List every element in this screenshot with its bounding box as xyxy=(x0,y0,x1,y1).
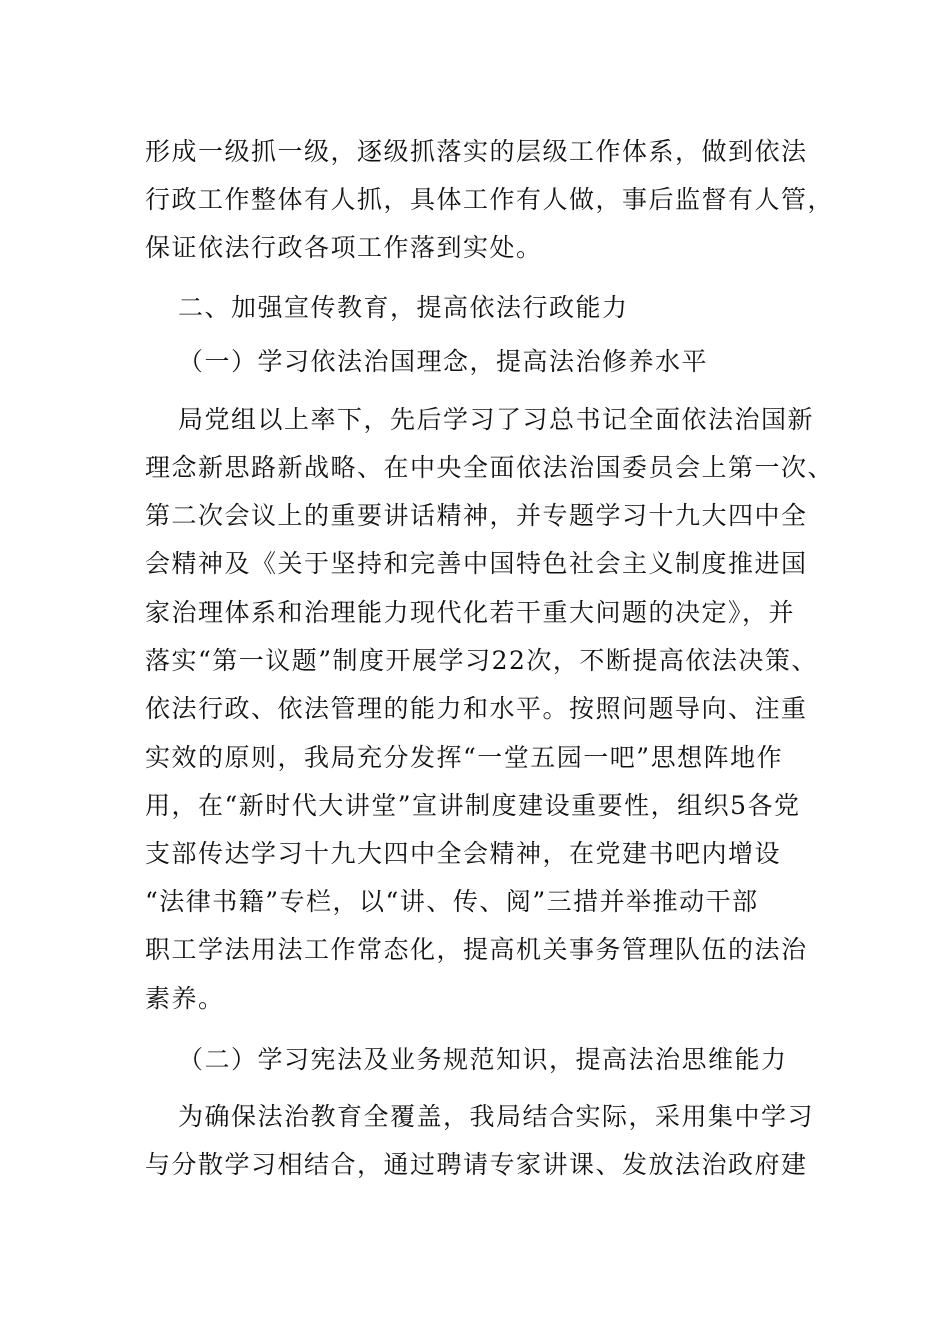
body-text-line: 局党组以上率下，先后学习了习总书记全面依法治国新 xyxy=(178,405,815,434)
section-heading: 二、加强宣传教育，提高依法行政能力 xyxy=(178,293,629,322)
body-text-line: 实效的原则，我局充分发挥“一堂五园一吧”思想阵地作 xyxy=(145,743,784,772)
body-text-line: 落实“第一议题”制度开展学习22次，不断提高依法决策、 xyxy=(145,646,818,675)
body-text-line: 与分散学习相结合，通过聘请专家讲课、发放法治政府建 xyxy=(145,1150,808,1179)
body-text-line: 行政工作整体有人抓，具体工作有人做，事后监督有人管， xyxy=(145,185,835,214)
subsection-heading: （一）学习依法治国理念，提高法治修养水平 xyxy=(178,347,709,376)
body-text-line: 理念新思路新战略、在中央全面依法治国委员会上第一次、 xyxy=(145,453,835,482)
body-text-line: 依法行政、依法管理的能力和水平。按照问题导向、注重 xyxy=(145,694,808,723)
body-text-line: 用，在“新时代大讲堂”宣讲制度建设重要性，组织5各党 xyxy=(145,791,801,820)
subsection-heading: （二）学习宪法及业务规范知识，提高法治思维能力 xyxy=(178,1045,788,1074)
body-text-line: “法律书籍”专栏，以“讲、传、阅”三措并举推动干部 xyxy=(145,887,759,916)
body-text-line: 会精神及《关于坚持和完善中国特色社会主义制度推进国 xyxy=(145,549,808,578)
body-text-line: 职工学法用法工作常态化，提高机关事务管理队伍的法治 xyxy=(145,935,808,964)
body-text-line: 形成一级抓一级，逐级抓落实的层级工作体系，做到依法 xyxy=(145,137,808,166)
body-text-line: 为确保法治教育全覆盖，我局结合实际，采用集中学习 xyxy=(178,1102,815,1131)
body-text-line: 保证依法行政各项工作落到实处。 xyxy=(145,233,543,262)
body-text-line: 家治理体系和治理能力现代化若干重大问题的决定》，并 xyxy=(145,598,796,627)
body-text-line: 第二次会议上的重要讲话精神，并专题学习十九大四中全 xyxy=(145,501,808,530)
body-text-line: 素养。 xyxy=(145,984,225,1013)
body-text-line: 支部传达学习十九大四中全会精神，在党建书吧内增设 xyxy=(145,839,782,868)
